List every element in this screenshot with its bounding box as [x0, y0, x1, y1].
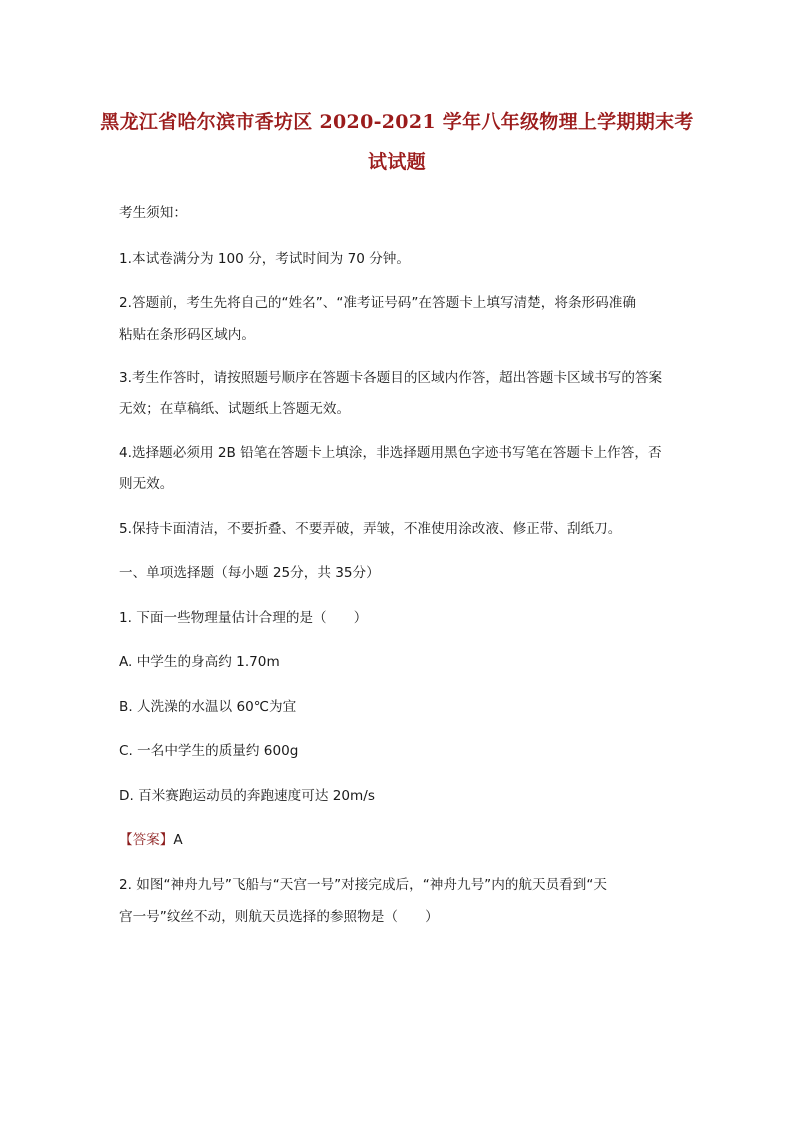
- question-stem: 1. 下面一些物理量估计合理的是（ ）: [119, 610, 368, 626]
- answer-value: A: [173, 832, 183, 848]
- notice-line: 1.本试卷满分为 100 分，考试时间为 70 分钟。: [119, 251, 410, 267]
- question-stem-continued: 宫一号”纹丝不动，则航天员选择的参照物是（ ）: [119, 909, 439, 925]
- document-title-line2: 试试题: [368, 151, 426, 173]
- notice-line: 2.答题前，考生先将自己的“姓名”、“准考证号码”在答题卡上填写清楚，将条形码准确: [119, 295, 636, 311]
- question-stem: 2. 如图“神舟九号”飞船与“天宫一号”对接完成后，“神舟九号”内的航天员看到“天: [119, 877, 607, 893]
- notice-line: 3.考生作答时，请按照题号顺序在答题卡各题目的区域内作答，超出答题卡区域书写的答案: [119, 370, 663, 386]
- document-title-line1: 黑龙江省哈尔滨市香坊区 2020-2021 学年八年级物理上学期期末考: [100, 111, 694, 133]
- notice-line: 5.保持卡面清洁，不要折叠、不要弄破，弄皱，不准使用涂改液、修正带、刮纸刀。: [119, 521, 622, 537]
- notice-line: 4.选择题必须用 2B 铅笔在答题卡上填涂，非选择题用黑色字迹书写笔在答题卡上作答，否: [119, 445, 662, 461]
- option-d: D. 百米赛跑运动员的奔跑速度可达 20m/s: [119, 788, 375, 804]
- answer-label: 【答案】: [119, 832, 174, 848]
- option-a: A. 中学生的身高约 1.70m: [119, 654, 280, 670]
- notice-line: 粘贴在条形码区域内。: [119, 327, 255, 343]
- answer-line: [119, 828, 183, 848]
- section-heading: 一、单项选择题（每小题 25分，共 35分）: [119, 565, 380, 581]
- notice-line: 无效；在草稿纸、试题纸上答题无效。: [119, 401, 351, 417]
- option-b: B. 人洗澡的水温以 60℃为宜: [119, 699, 297, 715]
- notice-line: 则无效。: [119, 476, 174, 492]
- option-c: C. 一名中学生的质量约 600g: [119, 743, 299, 759]
- notice-heading: 考生须知：: [119, 205, 187, 221]
